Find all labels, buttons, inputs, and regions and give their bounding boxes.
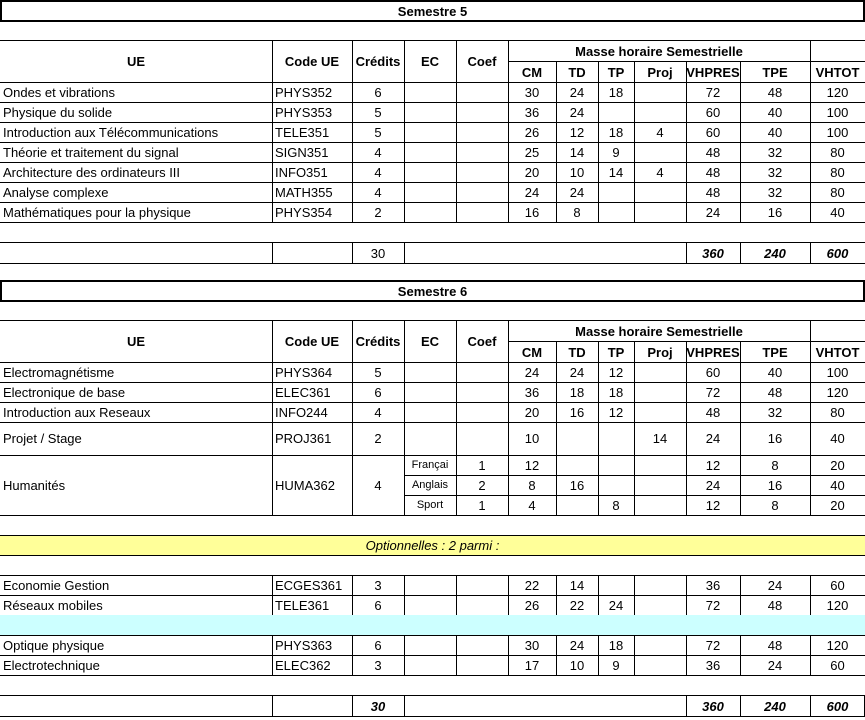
grid-line [0, 182, 865, 183]
s6-row-vhpres: 72 [705, 385, 721, 400]
s5-row-vhpres: 72 [705, 85, 721, 100]
grid-line [272, 162, 273, 182]
grid-line [404, 82, 405, 102]
s5-row-proj: 4 [656, 125, 664, 140]
s5-row-code: TELE351 [275, 125, 330, 140]
grid-line [634, 455, 635, 515]
grid-line [0, 575, 865, 576]
s6-opt-a-credits: 3 [374, 578, 382, 593]
grid-line [456, 402, 457, 422]
s5-row-td: 8 [573, 205, 581, 220]
grid-line [272, 182, 273, 202]
s6-opt-b-credits: 3 [374, 658, 382, 673]
grid-line [404, 635, 405, 655]
humanites-coef-0: 1 [478, 458, 486, 473]
s6-header-vhpres: VHPRES [686, 345, 740, 360]
humanites-vhtot-1: 40 [830, 478, 845, 493]
grid-line [0, 716, 865, 717]
s5-row-td: 24 [569, 105, 585, 120]
s5-row-cm: 20 [524, 165, 540, 180]
s6-row-vhpres: 24 [705, 431, 721, 446]
grid-line [404, 362, 405, 382]
grid-line [404, 142, 405, 162]
s6-opt-b-credits: 6 [374, 638, 382, 653]
s6-row-ue-name: Electromagnétisme [3, 365, 115, 380]
s5-total-tpe: 240 [764, 246, 786, 261]
grid-line [456, 142, 457, 162]
s6-header-ue: UE [126, 334, 146, 349]
grid-line [0, 422, 865, 423]
humanites-tpe-0: 8 [771, 458, 779, 473]
s5-row-ue-name: Analyse complexe [3, 185, 109, 200]
s6-opt-b-tp: 18 [608, 638, 624, 653]
s6-opt-a-cm: 22 [524, 578, 540, 593]
s6-opt-a-ue-name: Economie Gestion [3, 578, 110, 593]
s6-total-vhpres: 360 [702, 699, 724, 714]
grid-line [456, 382, 457, 402]
grid-line [404, 422, 405, 455]
grid-line [634, 635, 635, 655]
s6-row-vhtot: 100 [826, 365, 849, 380]
s5-row-vhtot: 100 [826, 125, 849, 140]
s6-opt-a-credits: 6 [374, 598, 382, 613]
humanites-ue-name: Humanités [3, 478, 66, 493]
s5-row-vhpres: 60 [705, 105, 721, 120]
s6-opt-b-ue-name: Optique physique [3, 638, 105, 653]
s6-row-proj: 14 [652, 431, 668, 446]
grid-line [0, 162, 865, 163]
grid-line [634, 382, 635, 402]
grid-line [598, 422, 599, 455]
s5-row-tp: 14 [608, 165, 624, 180]
s6-opt-b-td: 24 [569, 638, 585, 653]
grid-line [404, 695, 405, 716]
s6-total-vhtot: 600 [826, 699, 849, 714]
s6-opt-a-tpe: 48 [767, 598, 783, 613]
s6-row-cm: 10 [524, 431, 540, 446]
s5-row-credits: 6 [374, 85, 382, 100]
s6-row-vhtot: 80 [830, 405, 845, 420]
humanites-vhpres-0: 12 [705, 458, 721, 473]
grid-line [634, 142, 635, 162]
grid-line [0, 635, 865, 636]
s5-row-ue-name: Mathématiques pour la physique [3, 205, 191, 220]
s5-row-code: PHYS352 [275, 85, 333, 100]
s5-total-vhpres: 360 [702, 246, 724, 261]
s5-header-proj: Proj [647, 65, 673, 80]
grid-line [272, 82, 273, 102]
s5-row-code: MATH355 [275, 185, 333, 200]
s6-header-credits: Crédits [355, 334, 401, 349]
s5-row-vhpres: 60 [705, 125, 721, 140]
s6-total-tpe: 240 [764, 699, 786, 714]
s6-row-tpe: 48 [767, 385, 783, 400]
humanites-credits: 4 [374, 478, 382, 493]
grid-line [272, 422, 273, 455]
s6-opt-b-tpe: 24 [767, 658, 783, 673]
grid-line [0, 695, 865, 696]
s5-row-code: INFO351 [275, 165, 328, 180]
grid-line [0, 655, 865, 656]
grid-line [404, 382, 405, 402]
grid-line [404, 655, 405, 675]
s5-row-cm: 24 [524, 185, 540, 200]
s5-header-ec: EC [420, 54, 440, 69]
grid-line [0, 202, 865, 203]
s6-opt-b-cm: 30 [524, 638, 540, 653]
s6-opt-b-td: 10 [569, 658, 585, 673]
humanites-vhpres-1: 24 [705, 478, 721, 493]
s5-row-td: 12 [569, 125, 585, 140]
grid-line [272, 402, 273, 422]
s6-opt-a-tpe: 24 [767, 578, 783, 593]
s5-row-tpe: 32 [767, 145, 783, 160]
s6-row-td: 16 [569, 405, 585, 420]
grid-line [272, 242, 273, 263]
s5-row-credits: 4 [374, 165, 382, 180]
s5-row-credits: 5 [374, 105, 382, 120]
s6-header-td: TD [568, 345, 586, 360]
s5-row-ue-name: Physique du solide [3, 105, 113, 120]
humanites-cm-1: 8 [528, 478, 536, 493]
s5-row-tpe: 32 [767, 165, 783, 180]
s5-row-vhpres: 48 [705, 185, 721, 200]
s6-row-ue-name: Electronique de base [3, 385, 126, 400]
s6-row-vhtot: 120 [826, 385, 849, 400]
grid-line [0, 675, 865, 676]
s5-header-vhpres: VHPRES [686, 65, 740, 80]
humanites-td-1: 16 [569, 478, 585, 493]
grid-line [272, 595, 273, 615]
s5-total-vhtot: 600 [826, 246, 849, 261]
s6-row-tp: 18 [608, 385, 624, 400]
grid-line [556, 422, 557, 455]
s5-total-credits: 30 [370, 246, 386, 261]
humanites-vhtot-0: 20 [830, 458, 845, 473]
humanites-ec-1: Anglais [411, 479, 449, 491]
grid-line [404, 475, 865, 476]
s6-row-vhpres: 60 [705, 365, 721, 380]
s5-row-vhtot: 100 [826, 105, 849, 120]
grid-line [598, 202, 599, 222]
s6-header-masse-horaire: Masse horaire Semestrielle [575, 324, 743, 339]
grid-line [272, 382, 273, 402]
semestre6-title: Semestre 6 [397, 284, 468, 299]
s6-header-proj: Proj [647, 345, 673, 360]
s5-header-coef: Coef [467, 54, 497, 69]
s6-row-ue-name: Introduction aux Reseaux [3, 405, 151, 420]
s5-row-vhtot: 80 [830, 185, 845, 200]
grid-line [456, 162, 457, 182]
s6-row-vhpres: 48 [705, 405, 721, 420]
grid-line [634, 362, 635, 382]
s6-row-code: PHYS364 [275, 365, 333, 380]
s6-opt-a-vhpres: 36 [705, 578, 721, 593]
s5-header-code: Code UE [284, 54, 340, 69]
s6-opt-b-ue-name: Electrotechnique [3, 658, 100, 673]
s6-opt-a-td: 22 [569, 598, 585, 613]
grid-line [0, 82, 865, 83]
s5-row-credits: 2 [374, 205, 382, 220]
s6-header-coef: Coef [467, 334, 497, 349]
s6-row-credits: 6 [374, 385, 382, 400]
grid-line [598, 102, 599, 122]
s6-row-ue-name: Projet / Stage [3, 431, 82, 446]
grid-line [272, 122, 273, 142]
s5-row-code: PHYS353 [275, 105, 333, 120]
grid-line [272, 635, 273, 655]
s6-opt-a-vhtot: 60 [830, 578, 845, 593]
grid-line [272, 102, 273, 122]
s5-row-code: PHYS354 [275, 205, 333, 220]
s5-row-proj: 4 [656, 165, 664, 180]
grid-line [634, 655, 635, 675]
s5-row-credits: 4 [374, 145, 382, 160]
grid-line [456, 182, 457, 202]
semestre5-title: Semestre 5 [397, 4, 468, 19]
s6-header-cm: CM [521, 345, 543, 360]
s6-header-tp: TP [607, 345, 625, 360]
humanites-cm-2: 4 [528, 498, 536, 513]
grid-line [634, 402, 635, 422]
grid-line [272, 362, 273, 382]
s5-header-credits: Crédits [355, 54, 401, 69]
grid-line [456, 202, 457, 222]
grid-line [456, 595, 457, 615]
s5-row-cm: 25 [524, 145, 540, 160]
grid-line [0, 402, 865, 403]
s6-opt-b-tp: 9 [612, 658, 620, 673]
grid-line [598, 575, 599, 595]
grid-line [456, 655, 457, 675]
grid-line [0, 320, 865, 321]
grid-line [0, 102, 865, 103]
s6-row-tp: 12 [608, 405, 624, 420]
s6-row-tpe: 40 [767, 365, 783, 380]
s6-opt-b-vhtot: 60 [830, 658, 845, 673]
grid-line [404, 202, 405, 222]
s6-opt-a-code: ECGES361 [275, 578, 343, 593]
grid-line [404, 242, 405, 263]
grid-line [272, 455, 273, 515]
grid-line [0, 40, 865, 41]
s5-row-credits: 5 [374, 125, 382, 140]
s5-row-tp: 18 [608, 85, 624, 100]
s6-row-code: PROJ361 [275, 431, 332, 446]
s6-row-code: ELEC361 [275, 385, 331, 400]
s6-row-credits: 4 [374, 405, 382, 420]
s5-row-vhpres: 48 [705, 165, 721, 180]
s6-row-cm: 24 [524, 365, 540, 380]
s6-opt-b-vhpres: 36 [705, 658, 721, 673]
s5-row-td: 14 [569, 145, 585, 160]
s5-row-ue-name: Ondes et vibrations [3, 85, 116, 100]
grid-line [404, 162, 405, 182]
humanites-vhpres-2: 12 [705, 498, 721, 513]
grid-line [0, 222, 865, 223]
s5-row-code: SIGN351 [275, 145, 329, 160]
s5-row-vhtot: 40 [830, 205, 845, 220]
s5-row-vhtot: 80 [830, 165, 845, 180]
grid-line [456, 82, 457, 102]
s5-row-td: 24 [569, 85, 585, 100]
grid-line [456, 102, 457, 122]
grid-line [272, 575, 273, 595]
s5-row-cm: 30 [524, 85, 540, 100]
humanites-code: HUMA362 [275, 478, 335, 493]
grid-line [634, 202, 635, 222]
s5-row-tpe: 40 [767, 125, 783, 140]
grid-line [0, 142, 865, 143]
s6-header-ec: EC [420, 334, 440, 349]
s5-row-vhpres: 48 [705, 145, 721, 160]
s6-opt-b-code: PHYS363 [275, 638, 333, 653]
s5-row-td: 10 [569, 165, 585, 180]
s5-row-tp: 18 [608, 125, 624, 140]
s5-row-credits: 4 [374, 185, 382, 200]
grid-line [456, 635, 457, 655]
s6-row-vhtot: 40 [830, 431, 845, 446]
s6-row-tpe: 32 [767, 405, 783, 420]
s5-row-cm: 26 [524, 125, 540, 140]
s5-row-tp: 9 [612, 145, 620, 160]
grid-line [404, 595, 405, 615]
s5-row-vhtot: 80 [830, 145, 845, 160]
s6-header-vhtot: VHTOT [815, 345, 860, 360]
s6-header-tpe: TPE [762, 345, 788, 360]
grid-line [404, 102, 405, 122]
s6-opt-b-tpe: 48 [767, 638, 783, 653]
grid-line [0, 263, 865, 264]
s6-opt-b-vhtot: 120 [826, 638, 849, 653]
s6-opt-a-code: TELE361 [275, 598, 330, 613]
s6-row-cm: 20 [524, 405, 540, 420]
s6-row-cm: 36 [524, 385, 540, 400]
s5-row-vhpres: 24 [705, 205, 721, 220]
s5-header-td: TD [568, 65, 586, 80]
grid-line [272, 695, 273, 716]
grid-line [634, 575, 635, 595]
s6-row-tpe: 16 [767, 431, 783, 446]
s6-opt-a-vhpres: 72 [705, 598, 721, 613]
s5-row-ue-name: Introduction aux Télécommunications [3, 125, 219, 140]
grid-line [0, 122, 865, 123]
cyan-band [0, 615, 865, 635]
grid-line [404, 182, 405, 202]
s6-opt-a-ue-name: Réseaux mobiles [3, 598, 103, 613]
humanites-ec-0: Françai [411, 459, 449, 471]
grid-line [404, 495, 865, 496]
humanites-cm-0: 12 [524, 458, 540, 473]
s5-header-cm: CM [521, 65, 543, 80]
s5-header-ue: UE [126, 54, 146, 69]
grid-line [272, 142, 273, 162]
s6-opt-a-vhtot: 120 [826, 598, 849, 613]
grid-line [0, 535, 865, 536]
s6-total-credits: 30 [370, 699, 386, 714]
s5-row-tpe: 40 [767, 105, 783, 120]
s5-header-tpe: TPE [762, 65, 788, 80]
s6-row-code: INFO244 [275, 405, 328, 420]
s6-opt-b-cm: 17 [524, 658, 540, 673]
s5-row-tpe: 48 [767, 85, 783, 100]
humanites-vhtot-2: 20 [830, 498, 845, 513]
grid-line [404, 575, 405, 595]
s5-header-tp: TP [607, 65, 625, 80]
s6-opt-a-td: 14 [569, 578, 585, 593]
s5-row-td: 24 [569, 185, 585, 200]
s5-row-tpe: 16 [767, 205, 783, 220]
humanites-tp-2: 8 [612, 498, 620, 513]
grid-line [404, 122, 405, 142]
humanites-coef-1: 2 [478, 478, 486, 493]
s5-row-vhtot: 120 [826, 85, 849, 100]
s5-row-ue-name: Théorie et traitement du signal [3, 145, 179, 160]
s5-row-tpe: 32 [767, 185, 783, 200]
grid-line [0, 595, 865, 596]
s5-header-masse-horaire: Masse horaire Semestrielle [575, 44, 743, 59]
humanites-tpe-2: 8 [771, 498, 779, 513]
grid-line [272, 655, 273, 675]
grid-line [456, 362, 457, 382]
humanites-tpe-1: 16 [767, 478, 783, 493]
grid-line [272, 202, 273, 222]
s6-row-credits: 2 [374, 431, 382, 446]
grid-line [0, 455, 865, 456]
grid-line [456, 575, 457, 595]
s6-opt-b-code: ELEC362 [275, 658, 331, 673]
s5-row-cm: 16 [524, 205, 540, 220]
grid-line [634, 102, 635, 122]
grid-line [598, 182, 599, 202]
s5-header-vhtot: VHTOT [815, 65, 860, 80]
s5-row-ue-name: Architecture des ordinateurs III [3, 165, 181, 180]
grid-line [634, 182, 635, 202]
s6-opt-a-tp: 24 [608, 598, 624, 613]
s6-row-tp: 12 [608, 365, 624, 380]
grid-line [404, 402, 405, 422]
grid-line [456, 122, 457, 142]
grid-line [0, 382, 865, 383]
s6-row-td: 18 [569, 385, 585, 400]
grid-line [0, 515, 865, 516]
s6-header-code: Code UE [284, 334, 340, 349]
grid-line [0, 362, 865, 363]
optional-label: Optionnelles : 2 parmi : [365, 538, 500, 553]
grid-line [456, 422, 457, 455]
grid-line [0, 242, 865, 243]
s6-row-td: 24 [569, 365, 585, 380]
grid-line [634, 595, 635, 615]
s6-row-credits: 5 [374, 365, 382, 380]
s5-row-cm: 36 [524, 105, 540, 120]
s6-opt-b-vhpres: 72 [705, 638, 721, 653]
grid-line [0, 555, 865, 556]
humanites-ec-2: Sport [416, 499, 444, 511]
humanites-coef-2: 1 [478, 498, 486, 513]
s6-opt-a-cm: 26 [524, 598, 540, 613]
grid-line [634, 82, 635, 102]
